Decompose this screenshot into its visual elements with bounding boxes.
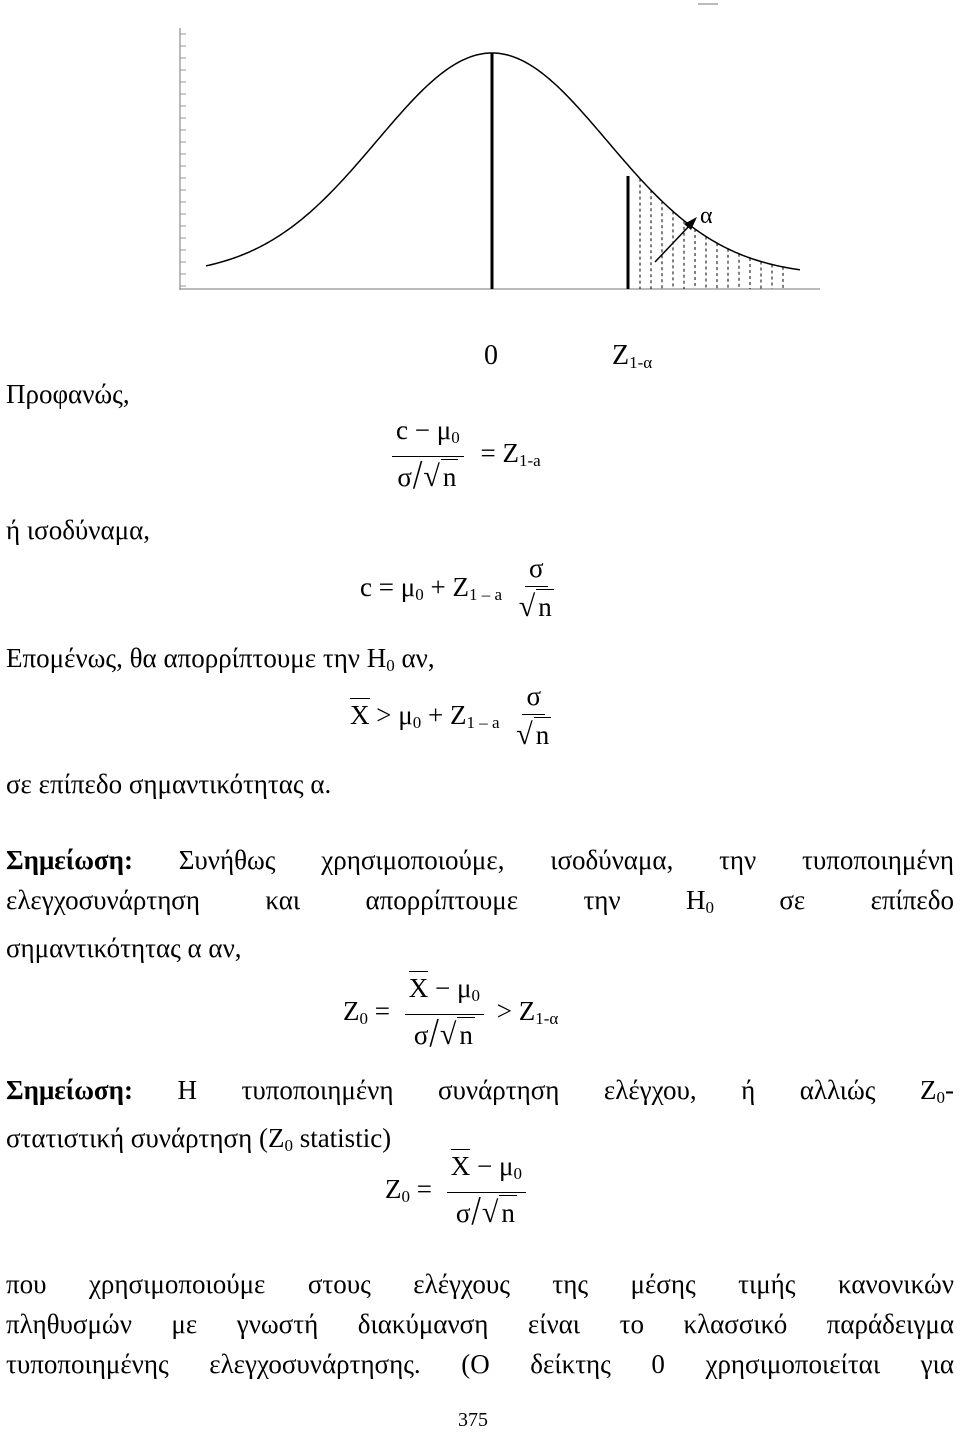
note2-paragraph: Σημείωση: Η τυποποιημένη συνάρτηση ελέγχου, ή αλλιώς $Z_0-$ στατιστική συνάρτηση ($Z_0$ statistic) (6, 1075, 954, 1155)
fraction: $\frac{X - \mu_0}{\sigma/√ n}$ (405, 972, 484, 1052)
text-equivalently: ή ισοδύναμα, (6, 515, 151, 545)
alpha-label: α (700, 203, 713, 229)
fraction: $\frac{\sigma}{√ n}$ (516, 681, 550, 751)
fraction: $\frac{\sigma}{√ n}$ (518, 553, 552, 623)
equation-rejection-rule: $X > \mu_0 + Z_{1 - a}$ $\frac{\sigma}{√ n}$ (350, 680, 555, 752)
text-obviously: Προφανώς, (6, 379, 130, 409)
axis-zero-label: 0 (484, 340, 498, 371)
note1-label: Σημείωση: (6, 845, 133, 875)
alpha-arrow-head (684, 217, 697, 230)
page-number: 375 (458, 1409, 488, 1431)
normal-distribution-figure (0, 0, 960, 390)
equation-critical-standardized: $\frac{c - \mu_0}{\sigma/√ n}$ = $Z_{1-a}$ (392, 414, 541, 494)
note2-label: Σημείωση: (6, 1075, 133, 1105)
fraction: $\frac{c - \mu_0}{\sigma/√ n}$ (392, 414, 464, 494)
axis-z-label: Z1-α (612, 340, 653, 372)
rejection-region-hatching (640, 179, 783, 289)
equation-z0-statistic: $Z_0$ = $\frac{X - \mu_0}{\sigma/√ n}$ (385, 1150, 526, 1230)
fraction: $\frac{X - \mu_0}{\sigma/√ n}$ (447, 1150, 526, 1230)
equation-critical-value: $c = \mu_0 + Z_{1 - a}$ $\frac{\sigma}{√ n}$ (360, 552, 558, 624)
final-paragraph: που χρησιμοποιούμε στους ελέγχους της μέσης τιμής κανονικών πληθυσμών με γνωστή διακύμανση είναι το κλασσικό παράδειγμα τυποποιημένης ελεγχοσυνάρτησης. (Ο δείκτης 0 χρησιμοποιείται για (6, 1269, 954, 1379)
density-curve (206, 53, 800, 270)
equation-z0-test: $Z_0$ = $\frac{X - \mu_0}{\sigma/√ n}$ > $Z_{1-\alpha}$ (343, 973, 559, 1056)
note1-paragraph: Σημείωση: Συνήθως χρησιμοποιούμε, ισοδύναμα, την τυποποιημένη ελεγχοσυνάρτηση και απορρίπτουμε την $H_0$ σε επίπεδο σημαντικότητας α αν, (6, 845, 954, 963)
y-axis-ticks (180, 34, 186, 286)
text-significance-level: σε επίπεδο σημαντικότητας α. (6, 769, 332, 799)
text-therefore: Επομένως, θα απορρίπτουμε την $H_0$ αν, (6, 643, 435, 675)
